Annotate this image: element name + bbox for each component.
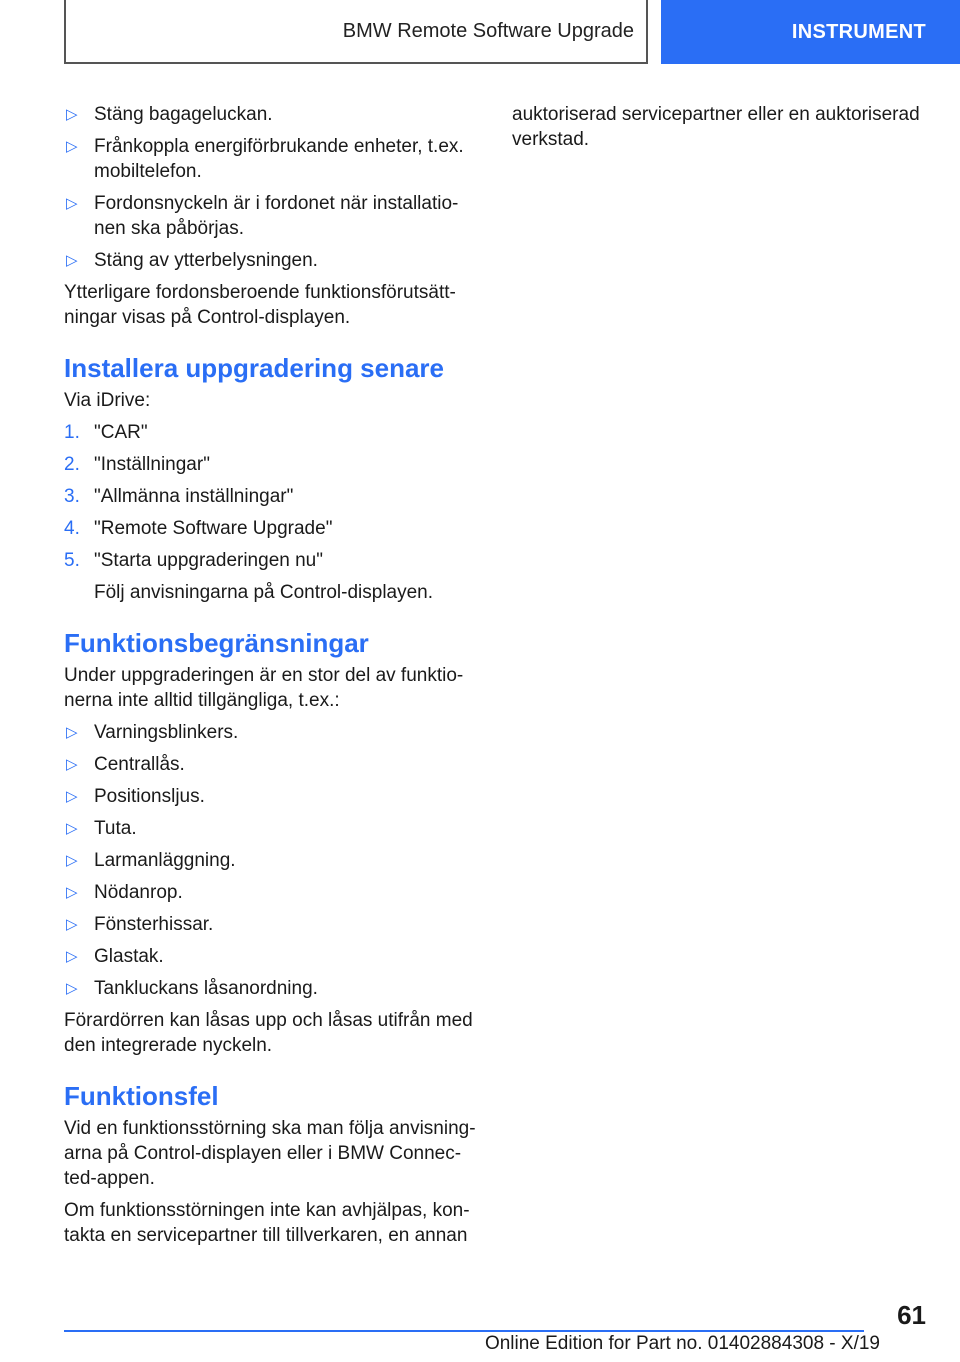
step-item: 1. "CAR" <box>64 422 148 443</box>
bullet-triangle-icon: ▷ <box>66 788 78 805</box>
heading-function-limits: Funktionsbegränsningar <box>64 628 369 658</box>
bullet-item: ▷ Tankluckans låsanordning. <box>66 978 318 999</box>
bullet-triangle-icon: ▷ <box>66 138 78 155</box>
bullet-item: ▷ Stäng bagageluckan. <box>66 104 273 125</box>
bullet-item: ▷ Positionsljus. <box>66 786 205 807</box>
footer-divider <box>64 1330 864 1332</box>
step-note: Följ anvisningarna på Control-displayen. <box>94 582 434 603</box>
right-column <box>512 102 932 159</box>
bullet-item: ▷ Larmanläggning. <box>66 850 236 871</box>
bullet-triangle-icon: ▷ <box>66 106 78 123</box>
step-item: 3. "Allmänna inställningar" <box>64 486 294 507</box>
heading-malfunction: Funktionsfel <box>64 1081 219 1111</box>
bullet-triangle-icon: ▷ <box>66 980 78 997</box>
step-item: 4. "Remote Software Upgrade" <box>64 518 333 539</box>
paragraph-via-idrive: Via iDrive: <box>64 390 151 411</box>
bullet-triangle-icon: ▷ <box>66 916 78 933</box>
step-item: 5. "Starta uppgraderingen nu" <box>64 550 323 571</box>
bullet-triangle-icon: ▷ <box>66 852 78 869</box>
bullet-item: ▷ Centrallås. <box>66 754 185 775</box>
bullet-triangle-icon: ▷ <box>66 820 78 837</box>
heading-install-later: Installera uppgradering senare <box>64 353 445 383</box>
bullet-triangle-icon: ▷ <box>66 195 78 212</box>
left-column <box>64 102 484 1255</box>
paragraph-limits-intro: Under uppgraderingen är en stor del av funktio-nerna inte alltid tillgängliga, t.ex.: <box>64 665 464 711</box>
footer-edition-text: Online Edition for Part no. 01402884308 - X/19 <box>484 1333 880 1354</box>
bullet-item: ▷ Varningsblinkers. <box>66 722 239 743</box>
paragraph-continuation: auktoriserad servicepartner eller en auktoriserad verkstad. <box>512 104 920 150</box>
bullet-item: ▷ Stäng av ytterbelysningen. <box>66 250 318 271</box>
paragraph-driver-door: Förardörren kan låsas upp och låsas utifrån med den integrerade nyckeln. <box>64 1010 473 1056</box>
section-title-text: BMW Remote Software Upgrade <box>342 19 634 42</box>
paragraph-prerequisites: Ytterligare fordonsberoende funktionsförutsätt-ningar visas på Control-displayen. <box>64 282 456 328</box>
chapter-title-text: INSTRUMENT <box>791 20 926 43</box>
bullet-item: ▷ Tuta. <box>66 818 137 839</box>
bullet-triangle-icon: ▷ <box>66 948 78 965</box>
bullet-item: ▷ Glastak. <box>66 946 164 967</box>
bullet-triangle-icon: ▷ <box>66 252 78 269</box>
paragraph-malfunction-1: Vid en funktionsstörning ska man följa anvisning-arna på Control-displayen eller i BMW Connec-ted-appen. <box>64 1118 476 1189</box>
header-chapter-tab <box>661 0 960 64</box>
page-number: 61 <box>897 1300 926 1330</box>
paragraph-malfunction-2: Om funktionsstörningen inte kan avhjälpas, kon-takta en servicepartner till tillverkaren, en annan <box>64 1200 470 1246</box>
bullet-triangle-icon: ▷ <box>66 756 78 773</box>
bullet-item: ▷ Fönsterhissar. <box>66 914 214 935</box>
step-item: 2. "Inställningar" <box>64 454 210 475</box>
bullet-item: ▷ Frånkoppla energiförbrukande enheter, t.ex. mobiltelefon. <box>66 136 464 182</box>
bullet-triangle-icon: ▷ <box>66 884 78 901</box>
header-section-title <box>64 0 648 64</box>
bullet-item: ▷ Fordonsnyckeln är i fordonet när installatio-nen ska påbörjas. <box>66 193 459 239</box>
bullet-item: ▷ Nödanrop. <box>66 882 183 903</box>
bullet-triangle-icon: ▷ <box>66 724 78 741</box>
